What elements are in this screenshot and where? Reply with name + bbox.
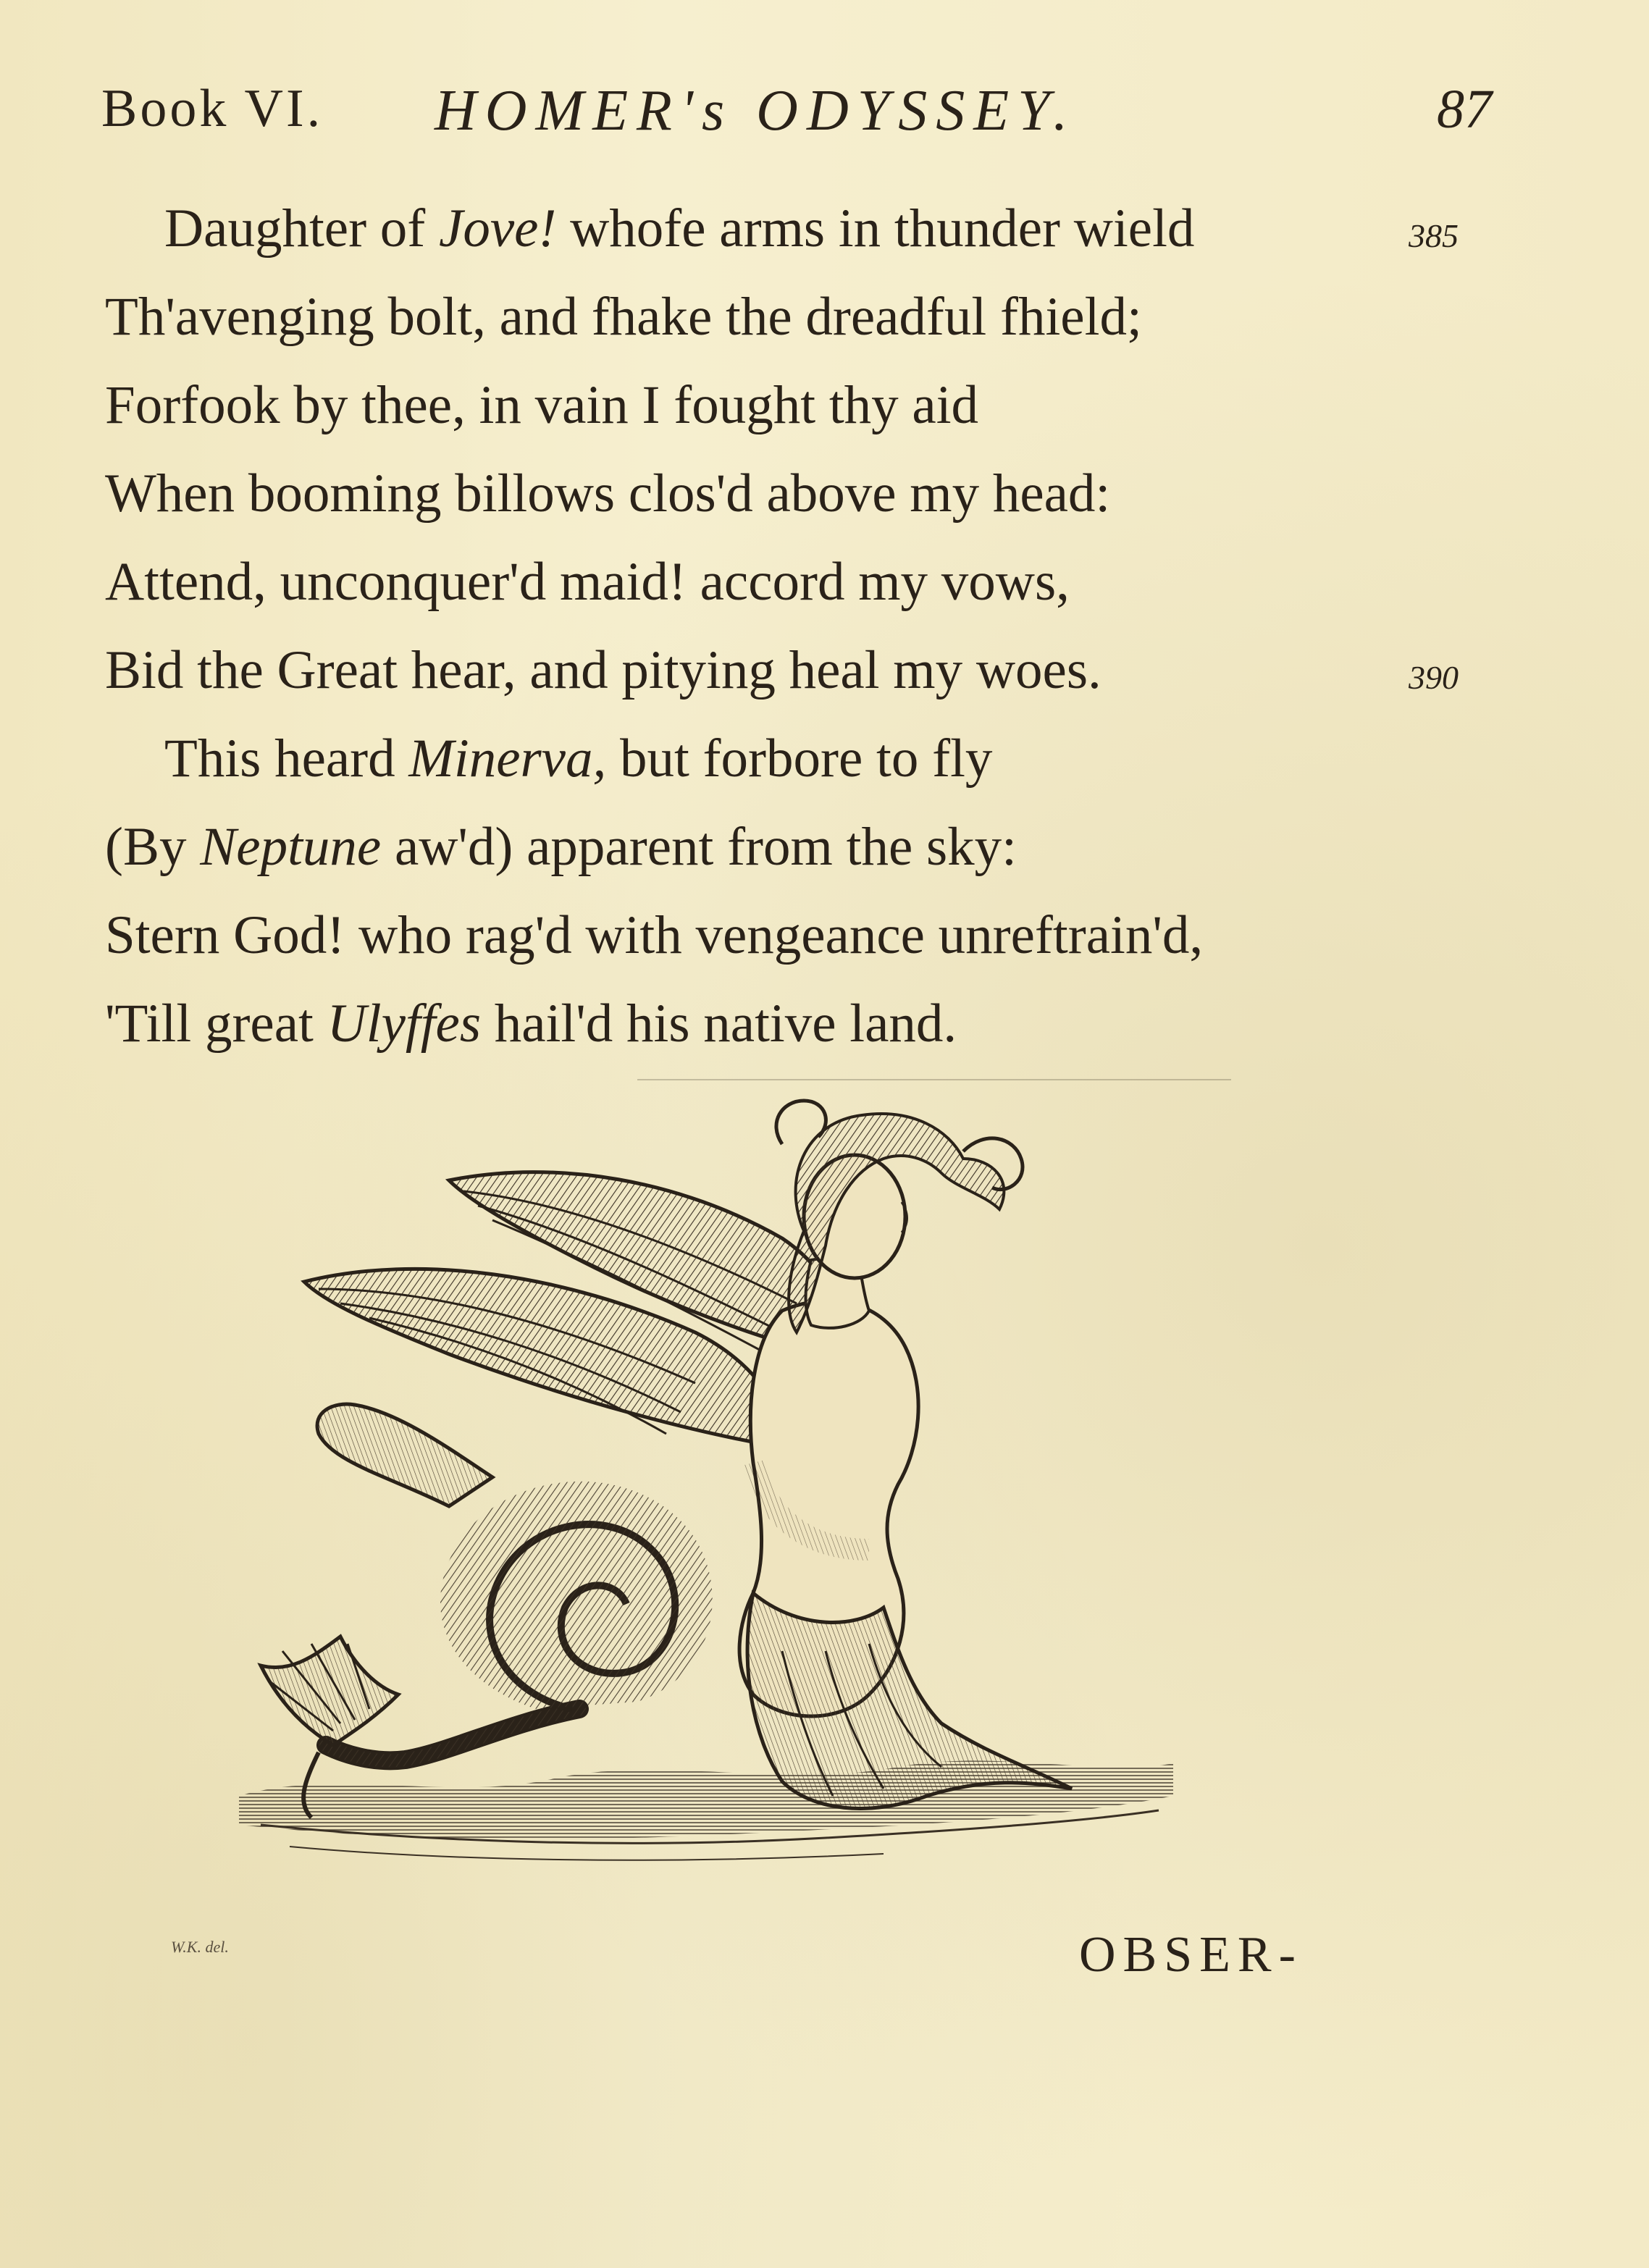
verse-text: whofe arms in thunder wield: [556, 198, 1195, 259]
verse-text: Stern God! who rag'd with vengeance unreftrain'd,: [105, 905, 1204, 965]
verse-line: [105, 450, 1467, 538]
verse-italic-text: Jove!: [439, 198, 557, 259]
serpent-tail: [261, 1404, 713, 1818]
verse-text: Bid the Great hear, and pitying heal my woes.: [105, 640, 1102, 700]
verse-text: Attend, unconquer'd maid! accord my vows,: [105, 552, 1070, 612]
book-label: Book VI.: [101, 79, 324, 138]
verse-line: [105, 185, 1467, 273]
verse-italic-text: Minerva,: [408, 728, 607, 789]
verse-italic-text: Neptune: [200, 817, 382, 877]
verse-line: [105, 803, 1467, 891]
siren-engraving: [232, 1072, 1231, 1912]
verse-line: [105, 980, 1467, 1068]
verse-text: Th'avenging bolt, and fhake the dreadful fhield;: [105, 287, 1142, 347]
line-number: 390: [1409, 659, 1459, 696]
verse-line: [105, 715, 1467, 803]
verse-text: Forfook by thee, in vain I fought thy aid: [105, 375, 979, 435]
verse-text: When booming billows clos'd above my head:: [105, 463, 1111, 524]
verse-text: but forbore to fly: [606, 728, 993, 789]
verse-line: [105, 273, 1467, 361]
verse-text: hail'd his native land.: [481, 994, 957, 1054]
verse-block: [105, 185, 1467, 1068]
verse-text: (By: [105, 817, 201, 877]
page-number: 87: [1437, 79, 1492, 140]
verse-line: [105, 891, 1467, 980]
verse-italic-text: Ulyffes: [327, 994, 482, 1054]
verse-text: This heard: [164, 728, 409, 789]
verse-line: [105, 361, 1467, 450]
running-title: HOMER's ODYSSEY.: [435, 79, 1077, 143]
verse-text: aw'd) apparent from the sky:: [381, 817, 1017, 877]
verse-line: [105, 626, 1467, 715]
running-header: [101, 72, 1492, 152]
siren-body: [739, 1101, 1072, 1808]
line-number: 385: [1409, 217, 1459, 254]
verse-text: Daughter of: [164, 198, 440, 259]
engraver-credit: W.K. del.: [171, 1938, 229, 1956]
verse-line: [105, 538, 1467, 626]
verse-text: 'Till great: [105, 994, 327, 1054]
catchword: OBSER-: [1079, 1927, 1303, 1983]
